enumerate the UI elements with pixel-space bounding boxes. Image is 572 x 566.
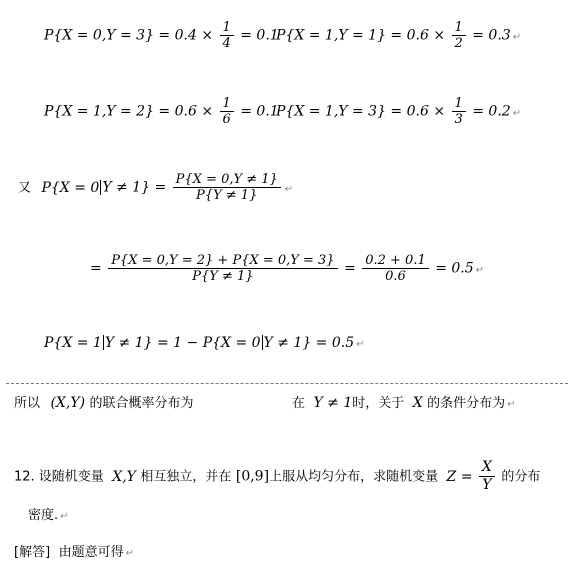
fraction-numerator: X [479,459,495,477]
question-12-line-2 [28,506,69,526]
formula-text: Y ≠ 1} = 1 − P{X = 0 [104,335,261,351]
text-line-distribution [14,394,194,413]
question-12-line [14,459,540,494]
paragraph-mark-icon: ↵ [125,548,135,559]
chinese-text: 的联合概率分布为 [89,396,194,411]
formula-text: P{X = 0,Y = 3} = 0.4 × [44,27,214,44]
paragraph-mark-icon: ↵ [512,31,522,43]
fraction [220,20,234,51]
answer-line [14,543,134,563]
fraction-denominator: P{Y ≠ 1} [192,269,254,284]
chinese-text: 的条件分布为 [427,396,506,411]
fraction-numerator: 1 [220,96,234,112]
chinese-text: 时，关于 [352,396,405,411]
fraction-denominator: 6 [222,112,231,127]
fraction-denominator: 4 [222,36,231,51]
fraction-numerator: 1 [452,20,466,36]
fraction-denominator: 3 [454,112,463,127]
fraction [108,253,337,284]
paragraph-mark-icon: ↵ [356,339,365,350]
question-text: 上服从均匀分布，求随机变量 [269,469,439,485]
answer-text: 由题意可得 [58,545,124,560]
fraction [220,96,234,127]
paragraph-mark-icon: ↵ [507,399,516,410]
question-text: 相互独立，并在 [140,469,232,485]
question-text: 12. 设随机变量 [14,469,104,485]
question-text: 的分布 [501,469,541,485]
answer-label: [解答] [14,545,51,560]
formula-text: = [90,260,102,277]
text-line-conditional [292,394,516,414]
formula-text: = [344,260,356,277]
formula-text: Z = [446,468,473,485]
formula-text: X,Y [112,468,136,485]
formula-text: = 0.1 [240,103,279,120]
fraction-denominator: 2 [454,36,463,51]
formula-text: P{X = 1,Y = 2} = 0.6 × [44,103,214,120]
paragraph-mark-icon: ↵ [512,107,522,119]
chinese-text: 又 [18,180,32,196]
fraction [479,459,495,494]
formula-text: Y ≠ 1} = [102,179,167,196]
formula-line-3 [18,172,293,203]
question-text: 密度. [28,508,59,523]
fraction [452,20,466,51]
formula-text: P{X = 1,Y = 3} = 0.6 × [276,103,446,120]
fraction-numerator: 1 [220,20,234,36]
section-divider [6,383,568,384]
formula-line-1a [44,20,279,51]
fraction-numerator: 0.2 + 0.1 [362,253,429,269]
formula-text: X [412,395,423,411]
formula-line-2b [276,96,521,127]
fraction-denominator: Y [482,477,492,493]
formula-text: P{X = 1 [44,335,102,351]
paragraph-mark-icon: ↵ [284,183,294,195]
formula-text: P{X = 1,Y = 1} = 0.6 × [276,27,446,44]
formula-text: = 0.3 [472,27,511,44]
paragraph-mark-icon: ↵ [60,511,69,522]
fraction [173,172,281,203]
formula-line-2a [44,96,279,127]
chinese-text: 所以 [14,396,41,411]
fraction-denominator: 0.6 [385,269,406,284]
paragraph-mark-icon: ↵ [475,264,485,276]
fraction-denominator: P{Y ≠ 1} [196,188,258,203]
formula-text: Y ≠ 1} = 0.5 [263,335,355,351]
formula-text: Y ≠ 1 [313,395,353,411]
formula-text: = 0.5 [435,260,474,277]
formula-text: = 0.1 [240,27,279,44]
formula-line-1b [276,20,521,51]
fraction [362,253,429,284]
formula-line-5 [44,334,365,354]
conditional-bar [262,335,263,350]
fraction-numerator: P{X = 0,Y ≠ 1} [173,172,281,188]
formula-text: (X,Y) [50,395,86,411]
fraction-numerator: 1 [452,96,466,112]
chinese-text: 在 [292,396,306,411]
fraction-numerator: P{X = 0,Y = 2} + P{X = 0,Y = 3} [108,253,337,269]
formula-text: [0,9] [235,468,270,485]
formula-line-4 [90,253,484,284]
fraction [452,96,466,127]
formula-text: = 0.2 [472,103,511,120]
formula-text: P{X = 0 [41,179,100,196]
conditional-bar [103,335,104,350]
